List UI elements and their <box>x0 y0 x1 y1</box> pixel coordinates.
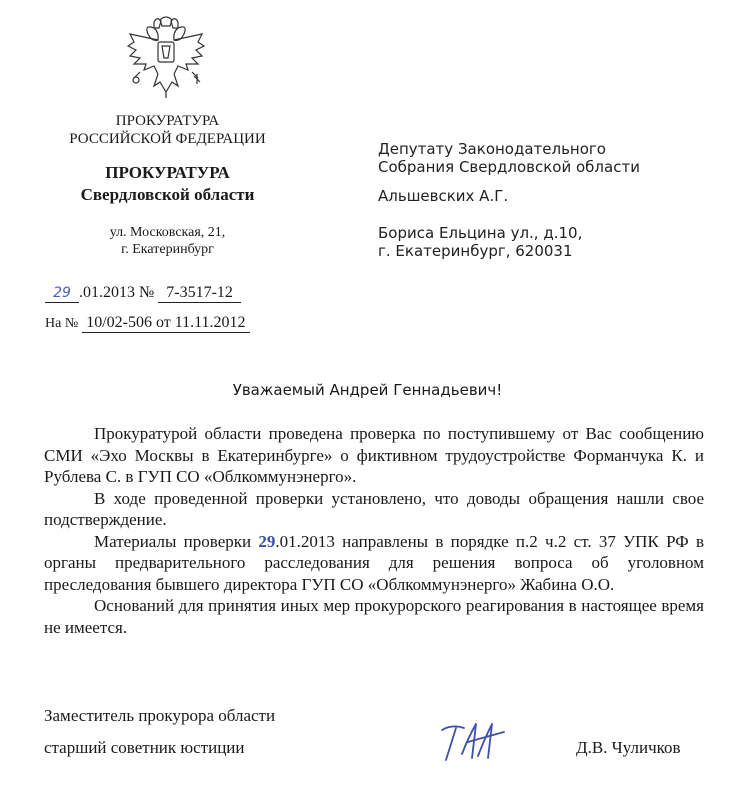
org-line-2: РОССИЙСКОЙ ФЕДЕРАЦИИ <box>69 131 266 147</box>
paragraph-1: Прокуратурой области проведена проверка по поступившему от Вас сообщению СМИ «Эхо Москвы в Екатеринбурге» о фиктивном трудоустройстве Форманчука К. и Рублева С. в ГУП СО «Облкоммунэнерго». <box>44 424 704 486</box>
signer-name: Д.В. Чуличков <box>576 738 681 757</box>
handwritten-day: 29 <box>258 531 276 551</box>
coat-of-arms-emblem <box>124 12 208 100</box>
registration-line <box>45 284 241 303</box>
reference-line <box>45 314 250 333</box>
signer-rank: старший советник юстиции <box>44 738 245 757</box>
letter-body <box>44 423 704 638</box>
paragraph-4: Оснований для принятия иных мер прокурорского реагирования в настоящее время не имеется. <box>44 596 704 637</box>
office-block <box>20 162 315 206</box>
paragraph-3-start: Материалы проверки <box>94 531 259 551</box>
recipient-title <box>378 140 640 176</box>
sender-address-line-1: ул. Московская, 21, <box>109 225 226 240</box>
reference-value: 10/02-506 от 11.11.2012 <box>82 314 249 333</box>
office-title: ПРОКУРАТУРА <box>105 163 230 182</box>
sender-address <box>20 224 315 258</box>
number-label: № <box>139 284 155 301</box>
salutation: Уважаемый Андрей Геннадьевич! <box>232 381 503 399</box>
outgoing-day-handwritten <box>45 284 79 303</box>
org-line-1: ПРОКУРАТУРА <box>115 113 220 129</box>
outgoing-day: 29 <box>53 285 71 301</box>
office-region: Свердловской области <box>80 185 255 204</box>
sender-address-line-2: г. Екатеринбург <box>121 242 214 257</box>
paragraph-2: В ходе проведенной проверки установлено, что доводы обращения нашли свое подстверждение. <box>44 488 704 529</box>
recipient-line-2: Собрания Свердловской области <box>378 158 640 176</box>
sender-header <box>20 112 315 148</box>
recipient-address <box>378 224 582 260</box>
handwritten-signature <box>438 718 510 766</box>
paragraph-3 <box>44 531 704 596</box>
outgoing-number: 7-3517-12 <box>158 284 241 303</box>
recipient-address-line-1: Бориса Ельцина ул., д.10, <box>378 224 583 242</box>
recipient-line-1: Депутату Законодательного <box>378 140 606 158</box>
recipient-address-line-2: г. Екатеринбург, 620031 <box>378 242 573 260</box>
reference-label: На № <box>45 316 79 331</box>
outgoing-date-rest: .01.2013 <box>79 284 135 301</box>
paragraph-3-rest: .01.2013 направлены в порядке п.2 ч.2 ст. 37 УПК РФ в органы предварительного расследования для решения вопроса об уголовном преследования бывшего директора ГУП СО «Облкоммунэнерго» Жабина О.О. <box>44 531 704 594</box>
signer-position: Заместитель прокурора области <box>44 706 276 725</box>
recipient-name: Альшевских А.Г. <box>378 187 509 205</box>
